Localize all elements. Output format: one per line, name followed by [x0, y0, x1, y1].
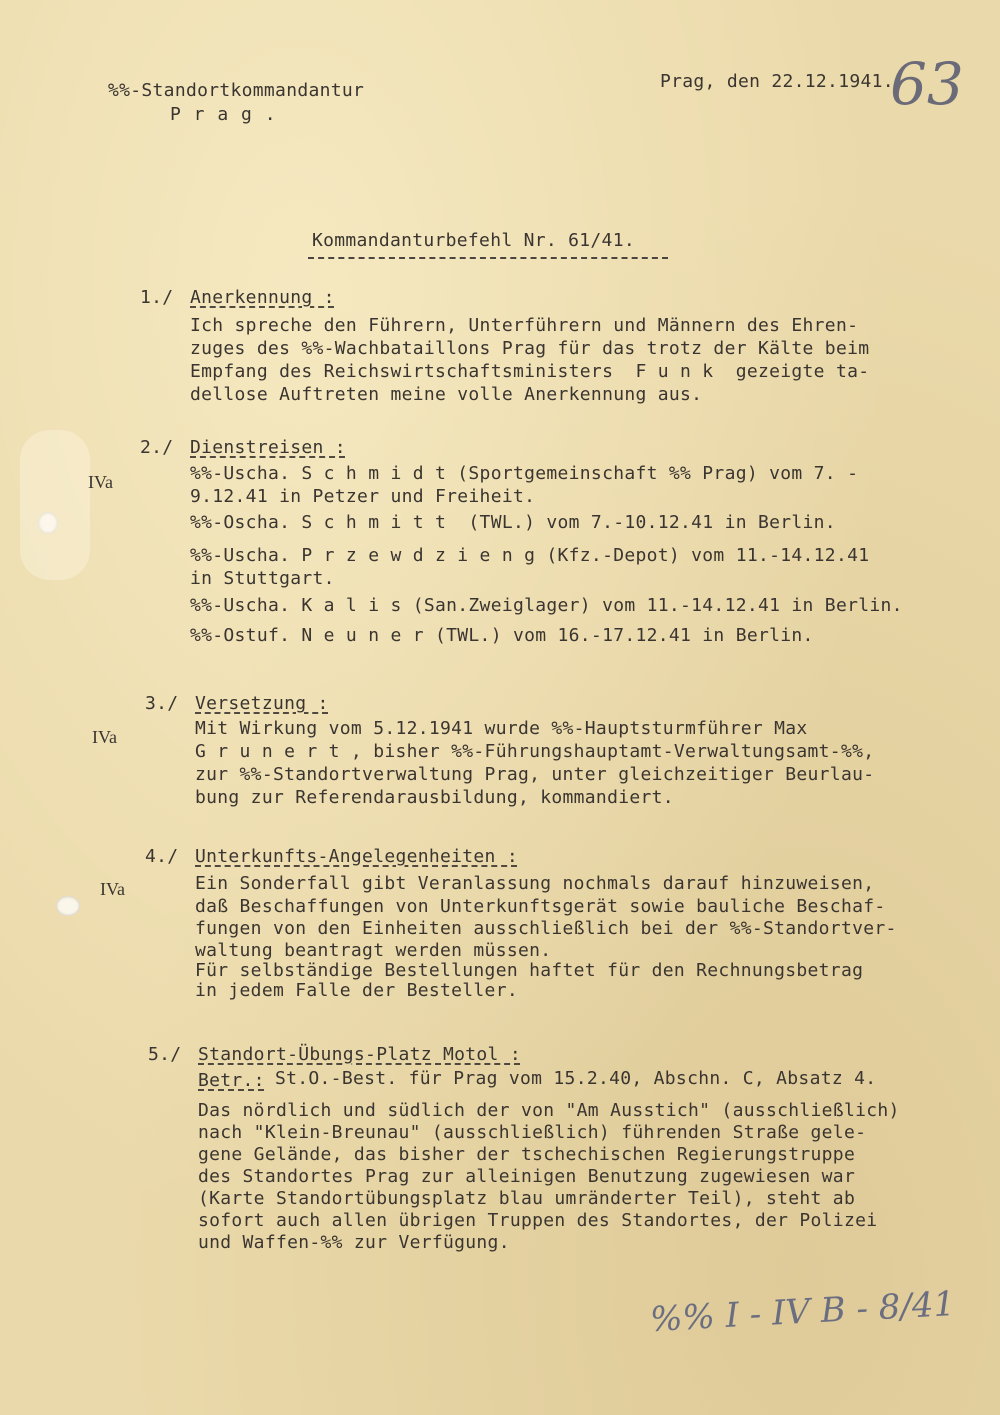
section-line: waltung beantragt werden müssen. — [195, 940, 552, 961]
section-number: 4./ — [145, 846, 179, 867]
section-heading: Standort-Übungs-Platz Motol : — [198, 1044, 521, 1065]
section-line: Empfang des Reichswirtschaftsministers F u n k gezeigte ta- — [190, 361, 870, 382]
section-heading: Dienstreisen : — [190, 437, 346, 458]
section-number: 3./ — [145, 693, 179, 714]
section-line: des Standortes Prag zur alleinigen Benutzung zugewiesen war — [198, 1166, 856, 1187]
section-line: in jedem Falle der Besteller. — [195, 980, 518, 1001]
section-line: bung zur Referendarausbildung, kommandiert. — [195, 787, 674, 808]
section-line: Mit Wirkung vom 5.12.1941 wurde %%-Hauptsturmführer Max — [195, 718, 808, 739]
section-line: in Stuttgart. — [190, 568, 335, 589]
section-line: G r u n e r t , bisher %%-Führungshauptamt-Verwaltungsamt-%%, — [195, 741, 875, 762]
section-line: Das nördlich und südlich der von "Am Ausstich" (ausschließlich) — [198, 1100, 900, 1121]
punch-hole-bottom — [56, 896, 80, 916]
margin-note: IVa — [92, 727, 117, 747]
section-line: dellose Auftreten meine volle Anerkennung aus. — [190, 384, 703, 405]
margin-note: IVa — [88, 472, 113, 492]
section-heading: Unterkunfts-Angelegenheiten : — [195, 846, 518, 867]
handwritten-folio-number: 63 — [890, 50, 964, 118]
reference-label: Betr.: — [198, 1070, 265, 1091]
section-line: gene Gelände, das bisher der tschechischen Regierungstruppe — [198, 1144, 856, 1165]
margin-note: IVa — [100, 879, 125, 899]
document-title: Kommandanturbefehl Nr. 61/41. — [312, 230, 635, 251]
section-line: %%-Ostuf. N e u n e r (TWL.) vom 16.-17.12.41 in Berlin. — [190, 625, 814, 646]
city-name: P r a g . — [170, 104, 277, 125]
section-line: Für selbständige Bestellungen haftet für den Rechnungsbetrag — [195, 960, 864, 981]
section-line: 9.12.41 in Petzer und Freiheit. — [190, 486, 536, 507]
unit-name: %%-Standortkommandantur — [108, 80, 365, 101]
section-line: fungen von den Einheiten ausschließlich bei der %%-Standortver- — [195, 918, 897, 939]
section-line: sofort auch allen übrigen Truppen des Standortes, der Polizei — [198, 1210, 878, 1231]
section-line: %%-Uscha. S c h m i d t (Sportgemeinschaft %% Prag) vom 7. - — [190, 463, 859, 484]
section-line: daß Beschaffungen von Unterkunftsgerät sowie bauliche Beschaf- — [195, 896, 886, 917]
section-line: nach "Klein-Breunau" (ausschließlich) führenden Straße gele- — [198, 1122, 867, 1143]
section-line: zuges des %%-Wachbataillons Prag für das trotz der Kälte beim — [190, 338, 870, 359]
section-line: und Waffen-%% zur Verfügung. — [198, 1232, 510, 1253]
section-number: 2./ — [140, 437, 174, 458]
section-heading: Versetzung : — [195, 693, 329, 714]
section-heading: Anerkennung : — [190, 287, 335, 308]
section-number: 1./ — [140, 287, 174, 308]
section-number: 5./ — [148, 1044, 182, 1065]
section-line: (Karte Standortübungsplatz blau umränderter Teil), steht ab — [198, 1188, 856, 1209]
title-underline — [308, 257, 668, 259]
section-line: zur %%-Standortverwaltung Prag, unter gleichzeitiger Beurlau- — [195, 764, 875, 785]
section-line: Ein Sonderfall gibt Veranlassung nochmals darauf hinzuweisen, — [195, 873, 875, 894]
section-line: %%-Uscha. P r z e w d z i e n g (Kfz.-Depot) vom 11.-14.12.41 — [190, 545, 870, 566]
handwritten-archive-reference: %% I - IV B - 8/41 — [649, 1284, 957, 1340]
section-line: %%-Oscha. S c h m i t t (TWL.) vom 7.-10.12.41 in Berlin. — [190, 512, 836, 533]
reference-text: St.O.-Best. für Prag vom 15.2.40, Abschn. C, Absatz 4. — [275, 1068, 877, 1089]
paper-fold-mark — [20, 430, 90, 580]
section-line: Ich spreche den Führern, Unterführern und Männern des Ehren- — [190, 315, 859, 336]
document-date: Prag, den 22.12.1941. — [660, 71, 894, 92]
section-line: %%-Uscha. K a l i s (San.Zweiglager) vom 11.-14.12.41 in Berlin. — [190, 595, 903, 616]
